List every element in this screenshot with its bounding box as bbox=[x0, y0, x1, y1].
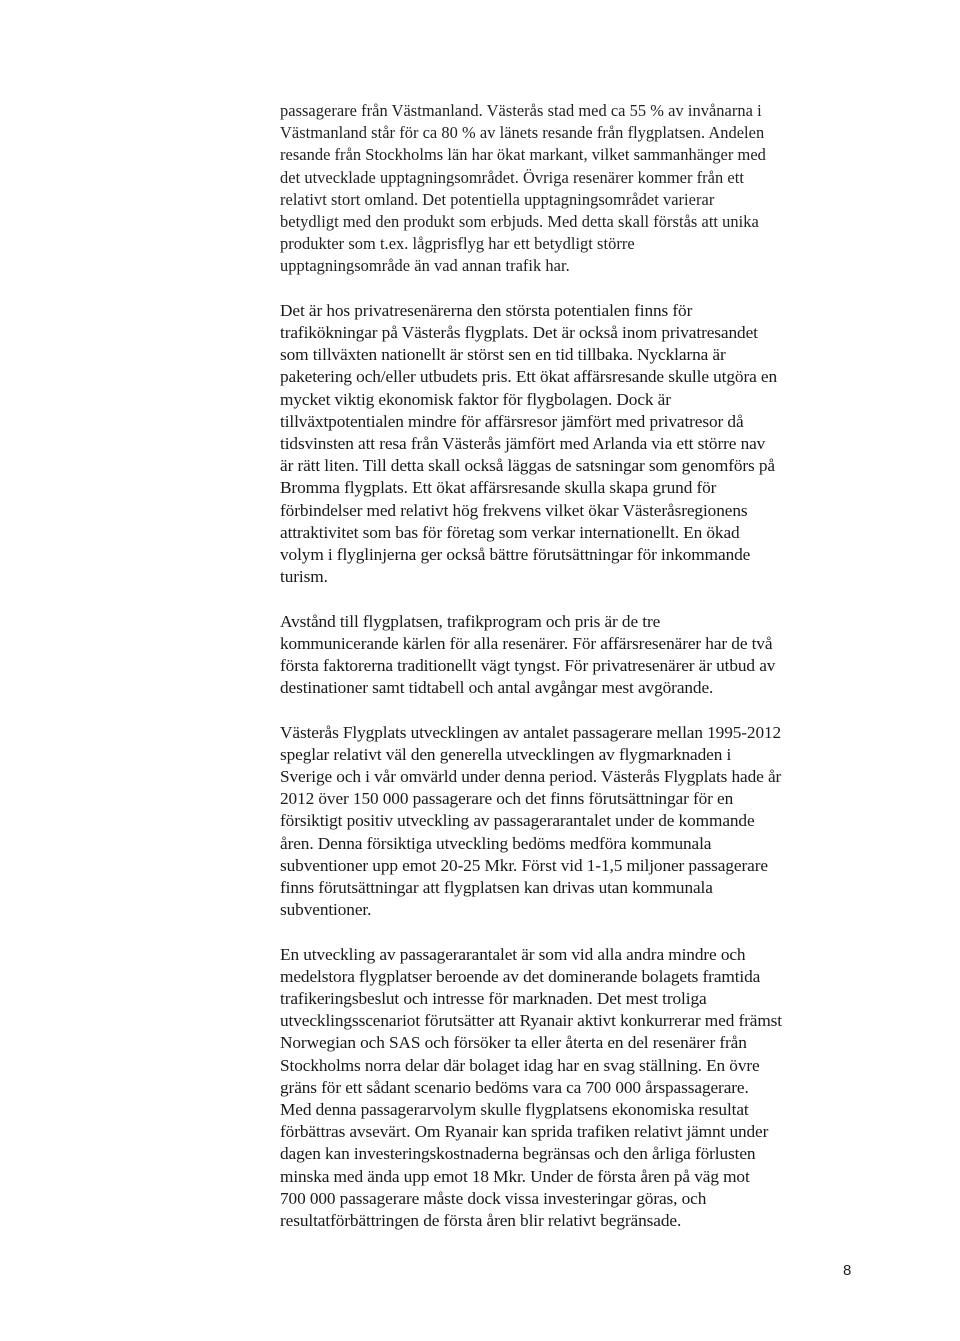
text-line: produkter som t.ex. lågprisflyg har ett betydligt större bbox=[280, 234, 635, 254]
text-line: Avstånd till flygplatsen, trafikprogram och pris är de tre bbox=[280, 611, 661, 631]
text-line: Västmanland står för ca 80 % av länets resande från flygplatsen. Andelen bbox=[280, 123, 765, 143]
text-line: relativt stort omland. Det potentiella upptagningsområdet varierar bbox=[280, 189, 715, 209]
text-line: mycket viktig ekonomisk faktor för flygbolagen. Dock är bbox=[280, 389, 671, 409]
text-line: tillväxtpotentialen mindre för affärsresor jämfört med privatresor då bbox=[280, 411, 744, 431]
paragraph bbox=[280, 722, 855, 922]
text-line: är rätt liten. Till detta skall också läggas de satsningar som genomförs på bbox=[280, 456, 775, 476]
text-line: resande från Stockholms län har ökat markant, vilket sammanhänger med bbox=[280, 145, 766, 165]
text-line: finns förutsättningar att flygplatsen kan drivas utan kommunala bbox=[280, 878, 713, 898]
text-line: första faktorerna traditionellt vägt tyngst. För privatresenärer är utbud av bbox=[280, 656, 776, 676]
text-line: Med denna passagerarvolym skulle flygplatsens ekonomiska resultat bbox=[280, 1100, 749, 1120]
text-line: kommunicerande kärlen för alla resenärer. För affärsresenärer har de två bbox=[280, 633, 773, 653]
paragraph bbox=[280, 944, 855, 1233]
text-line: Stockholms norra delar där bolaget idag har en svag ställning. En övre bbox=[280, 1055, 760, 1075]
text-line: Västerås Flygplats utvecklingen av antalet passagerare mellan 1995-2012 bbox=[280, 722, 782, 742]
text-line: Bromma flygplats. Ett ökat affärsresande skulla skapa grund för bbox=[280, 478, 717, 498]
text-line: paketering och/eller utbudets pris. Ett ökat affärsresande skulle utgöra en bbox=[280, 367, 778, 387]
text-line: attraktivitet som bas för företag som verkar internationellt. En ökad bbox=[280, 522, 740, 542]
text-line: minska med ända upp emot 18 Mkr. Under de första åren på väg mot bbox=[280, 1166, 750, 1186]
text-line: subventioner upp emot 20-25 Mkr. Först vid 1-1,5 miljoner passagerare bbox=[280, 855, 768, 875]
text-line: som tillväxten nationellt är störst sen en tid tillbaka. Nycklarna är bbox=[280, 345, 726, 365]
paragraph bbox=[280, 300, 855, 589]
text-line: 2012 över 150 000 passagerare och det finns förutsättningar för en bbox=[280, 789, 734, 809]
text-line: åren. Denna försiktiga utveckling bedöms medföra kommunala bbox=[280, 833, 712, 853]
text-line: förbindelser med relativt hög frekvens vilket ökar Västeråsregionens bbox=[280, 500, 748, 520]
text-line: destinationer samt tidtabell och antal avgångar mest avgörande. bbox=[280, 678, 714, 698]
text-line: turism. bbox=[280, 567, 328, 587]
text-line: betydligt med den produkt som erbjuds. Med detta skall förstås att unika bbox=[280, 212, 759, 232]
text-line: trafikeringsbeslut och intresse för marknaden. Det mest troliga bbox=[280, 989, 707, 1009]
text-line: volym i flyglinjerna ger också bättre förutsättningar för inkommande bbox=[280, 545, 751, 565]
text-line: tidsvinsten att resa från Västerås jämfört med Arlanda via ett större nav bbox=[280, 434, 766, 454]
text-line: det utvecklade upptagningsområdet. Övriga resenärer kommer från ett bbox=[280, 167, 744, 187]
text-line: Det är hos privatresenärerna den största potentialen finns för bbox=[280, 300, 693, 320]
paragraph bbox=[280, 611, 855, 700]
text-line: passagerare från Västmanland. Västerås stad med ca 55 % av invånarna i bbox=[280, 101, 762, 120]
text-line: 700 000 passagerare måste dock vissa investeringar göras, och bbox=[280, 1188, 707, 1208]
text-line: En utveckling av passagerarantalet är som vid alla andra mindre och bbox=[280, 944, 746, 964]
text-line: Norwegian och SAS och försöker ta eller återta en del resenärer från bbox=[280, 1033, 747, 1053]
text-line: försiktigt positiv utveckling av passagerarantalet under de kommande bbox=[280, 811, 755, 831]
text-line: subventioner. bbox=[280, 900, 372, 920]
text-line: gräns för ett sådant scenario bedöms vara ca 700 000 årspassagerare. bbox=[280, 1077, 749, 1097]
text-line: dagen kan investeringskostnaderna begränsas och den årliga förlusten bbox=[280, 1144, 756, 1164]
body-text bbox=[280, 100, 855, 1254]
text-line: upptagningsområde än vad annan trafik har. bbox=[280, 256, 570, 276]
text-line: förbättras avsevärt. Om Ryanair kan sprida trafiken relativt jämnt under bbox=[280, 1122, 769, 1142]
text-line: Sverige och i vår omvärld under denna period. Västerås Flygplats hade år bbox=[280, 767, 782, 787]
paragraph bbox=[280, 100, 855, 278]
text-line: speglar relativt väl den generella utvecklingen av flygmarknaden i bbox=[280, 744, 732, 764]
text-line: resultatförbättringen de första åren blir relativt begränsade. bbox=[280, 1211, 682, 1231]
page-number: 8 bbox=[843, 1262, 852, 1279]
text-line: trafikökningar på Västerås flygplats. Det är också inom privatresandet bbox=[280, 323, 758, 343]
text-line: utvecklingsscenariot förutsätter att Ryanair aktivt konkurrerar med främst bbox=[280, 1011, 783, 1031]
text-line: medelstora flygplatser beroende av det dominerande bolagets framtida bbox=[280, 966, 761, 986]
